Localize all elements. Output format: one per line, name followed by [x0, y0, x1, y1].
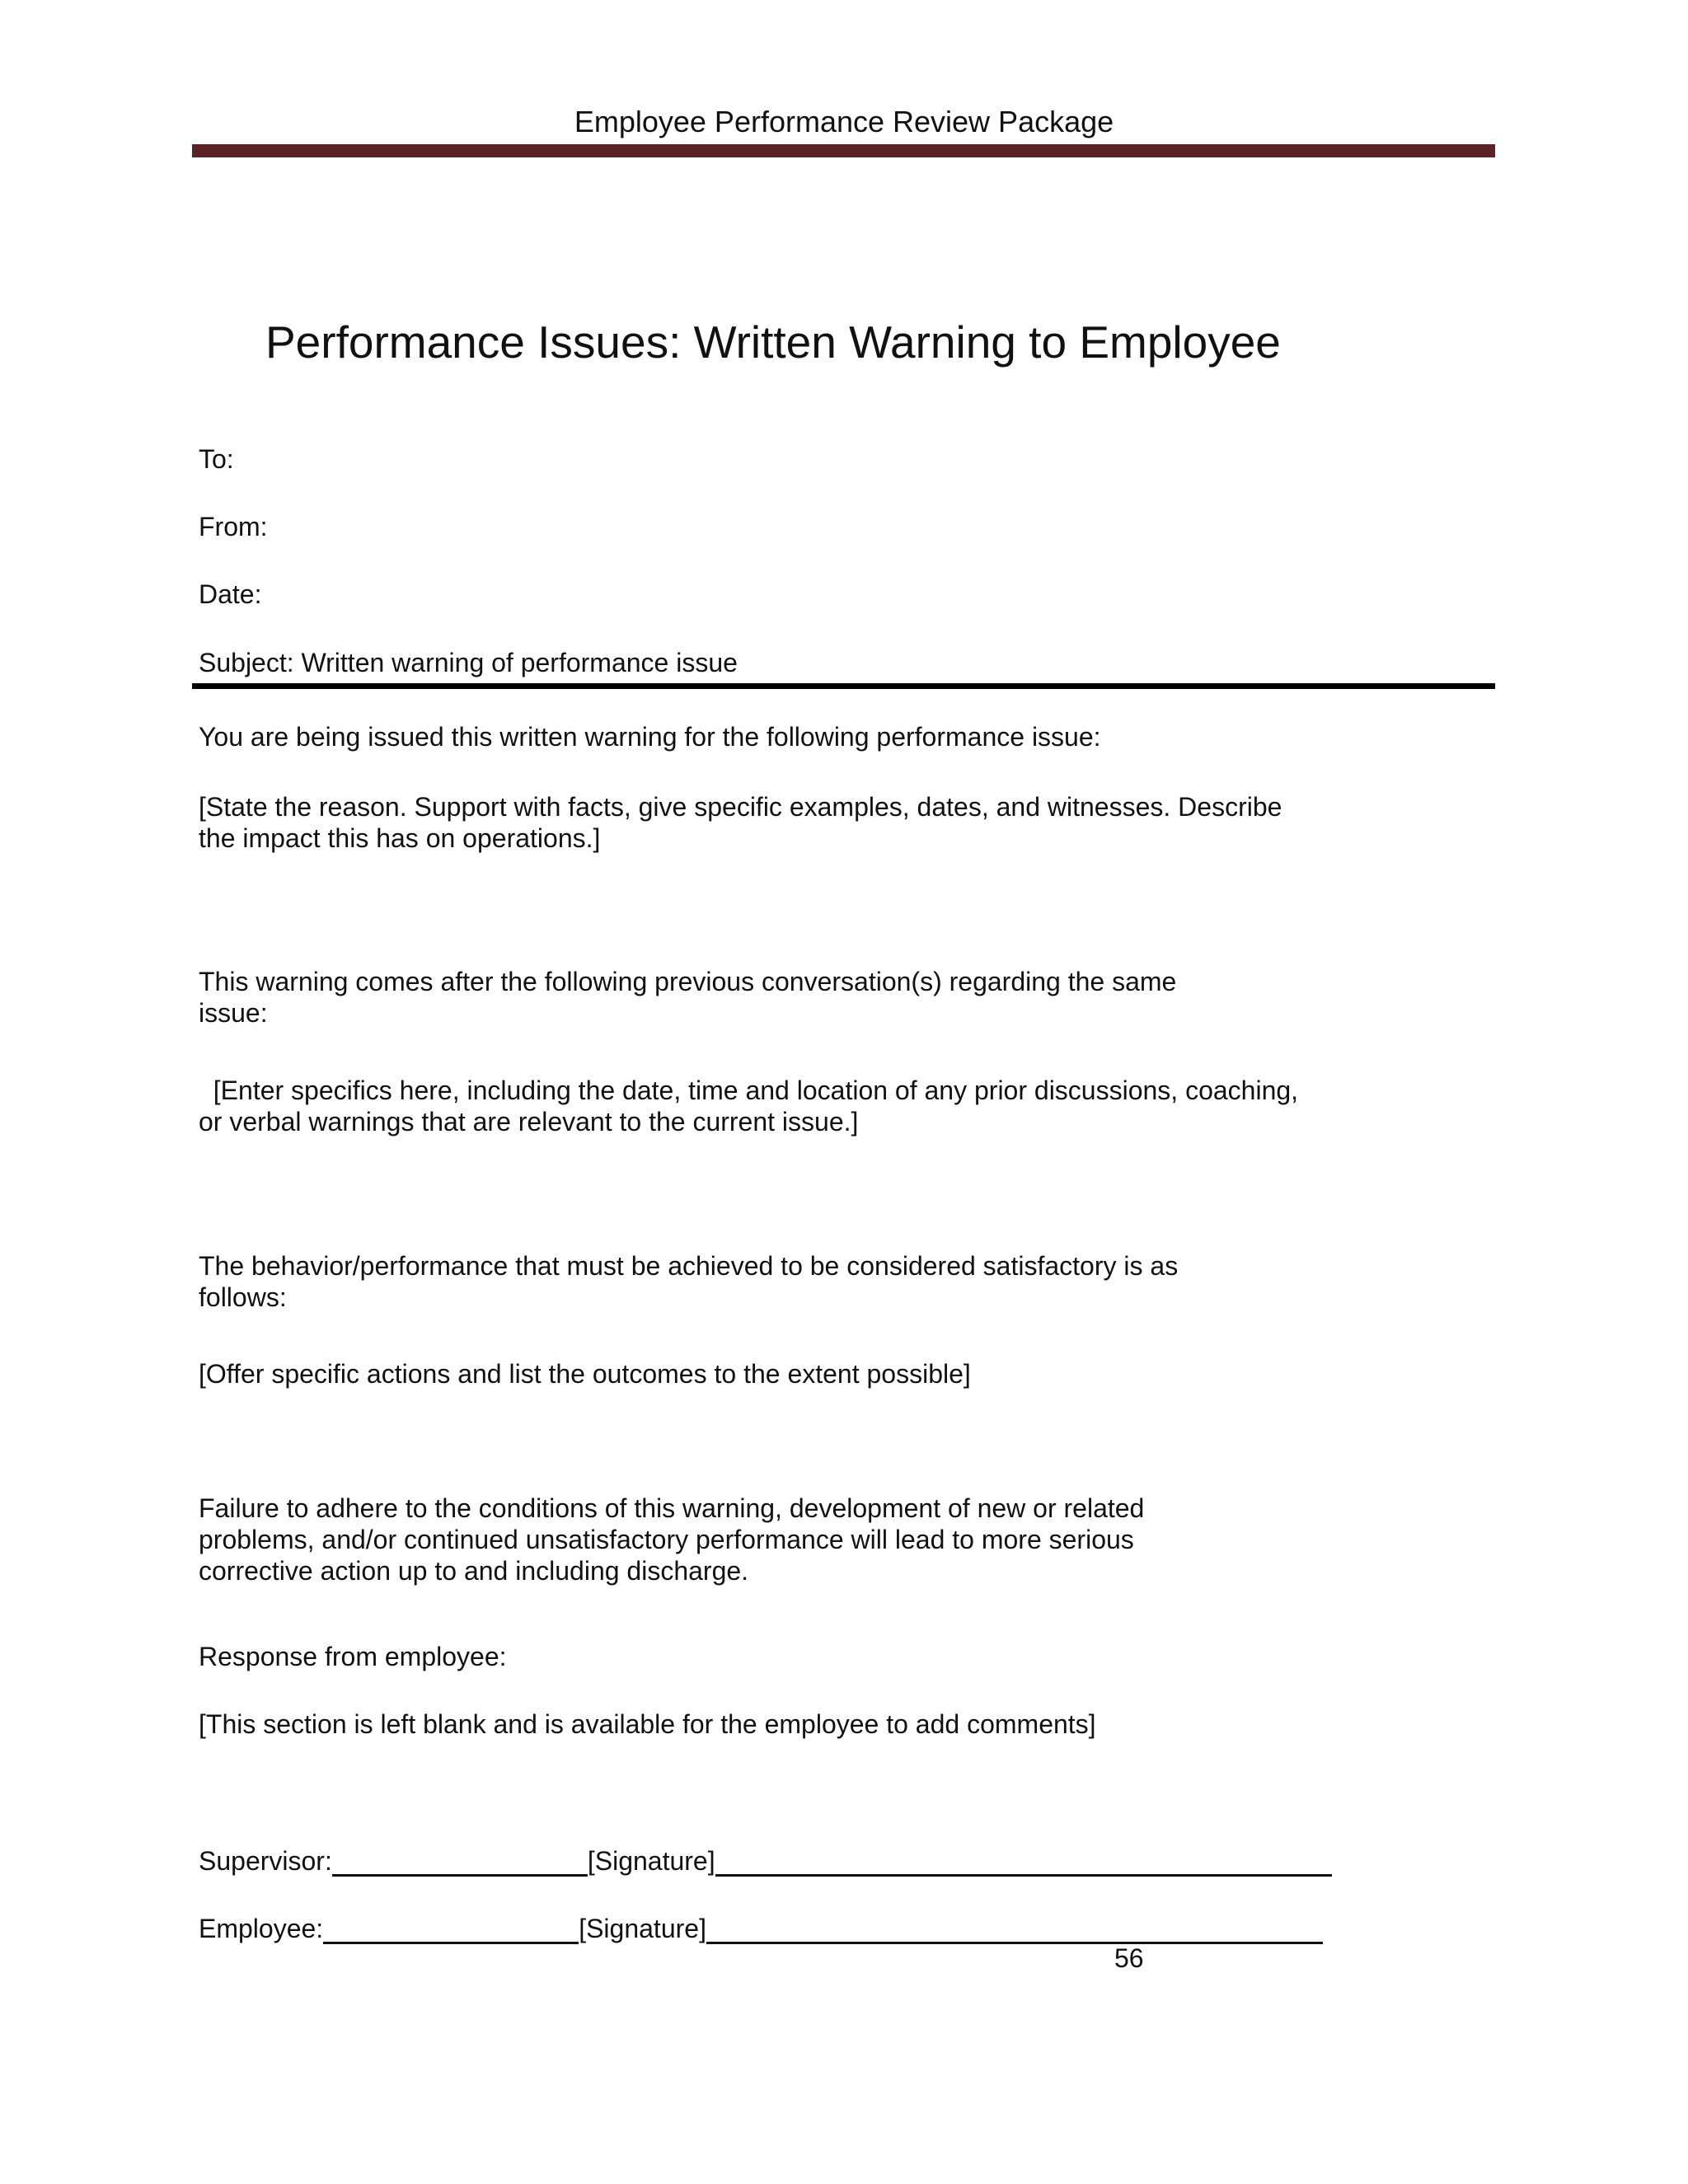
specifics-line-2: or verbal warnings that are relevant to the current issue.] [199, 1107, 859, 1137]
previous-line-1: This warning comes after the following previous conversation(s) regarding the same [199, 967, 1177, 996]
header-rule [192, 144, 1495, 157]
date-label: Date: [199, 579, 262, 609]
employee-signature-line [706, 1917, 1323, 1944]
header-title: Employee Performance Review Package [574, 105, 1114, 138]
employee-label: Employee: [199, 1914, 324, 1943]
failure-line-2: problems, and/or continued unsatisfactory performance will lead to more serious [199, 1525, 1134, 1554]
to-label: To: [199, 444, 234, 474]
subject-line: Subject: Written warning of performance issue [199, 648, 738, 677]
response-note: [This section is left blank and is available for the employee to add comments] [199, 1709, 1096, 1739]
reason-line-2: the impact this has on operations.] [199, 823, 601, 853]
from-label: From: [199, 512, 268, 541]
failure-line-3: corrective action up to and including discharge. [199, 1556, 749, 1586]
employee-name-line [323, 1917, 579, 1944]
supervisor-signature-line [715, 1849, 1332, 1877]
page-number: 56 [1114, 1943, 1144, 1973]
previous-line-2: issue: [199, 998, 268, 1028]
subject-rule [192, 683, 1495, 689]
supervisor-signature-label: [Signature] [587, 1846, 715, 1876]
reason-line-1: [State the reason. Support with facts, give specific examples, dates, and witnesses. Describe [199, 792, 1282, 822]
specifics-line-1: [Enter specifics here, including the date, time and location of any prior discussions, coaching, [199, 1076, 1299, 1105]
behavior-line-2: follows: [199, 1282, 287, 1312]
issued-intro: You are being issued this written warning for the following performance issue: [199, 722, 1101, 752]
supervisor-signature-row [199, 1845, 1332, 1877]
supervisor-name-line [332, 1849, 588, 1877]
offer-actions: [Offer specific actions and list the outcomes to the extent possible] [199, 1359, 971, 1389]
response-label: Response from employee: [199, 1642, 507, 1671]
employee-signature-label: [Signature] [579, 1914, 706, 1943]
behavior-line-1: The behavior/performance that must be achieved to be considered satisfactory is as [199, 1251, 1179, 1281]
document-title: Performance Issues: Written Warning to Employee [265, 316, 1281, 368]
employee-signature-row [199, 1913, 1323, 1944]
supervisor-label: Supervisor: [199, 1846, 332, 1876]
failure-line-1: Failure to adhere to the conditions of this warning, development of new or related [199, 1493, 1145, 1523]
